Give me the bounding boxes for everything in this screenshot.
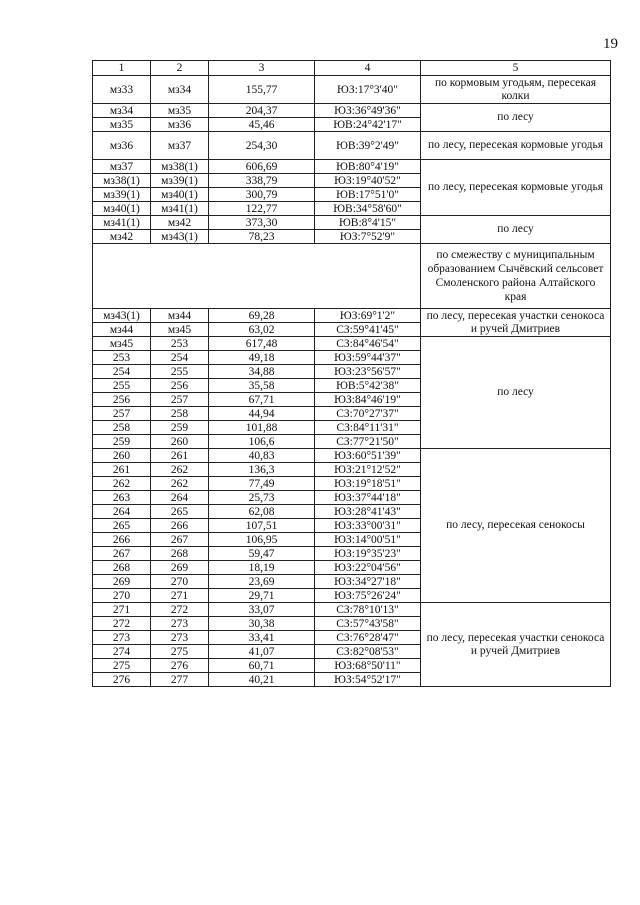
bearing: ЮЗ:7°52'9" [315,230,421,244]
bearing: ЮВ:17°51'0" [315,188,421,202]
point-from: 260 [93,449,151,463]
point-from: мз36 [93,132,151,160]
distance: 78,23 [209,230,315,244]
point-to: 273 [151,617,209,631]
distance: 77,49 [209,477,315,491]
point-to: 253 [151,337,209,351]
table-row [93,76,611,104]
table-row [93,603,611,617]
distance: 33,07 [209,603,315,617]
point-from: 266 [93,533,151,547]
distance: 204,37 [209,104,315,118]
point-to: мз35 [151,104,209,118]
distance: 40,83 [209,449,315,463]
point-from: 261 [93,463,151,477]
point-to: 276 [151,659,209,673]
bearing: СЗ:84°11'31" [315,421,421,435]
distance: 49,18 [209,351,315,365]
distance: 25,73 [209,491,315,505]
point-to: 272 [151,603,209,617]
table-row [93,449,611,463]
boundary-table [92,60,611,687]
column-header: 4 [315,61,421,76]
point-to: мз42 [151,216,209,230]
boundary-description: по лесу [421,337,611,449]
bearing: ЮВ:34°58'60" [315,202,421,216]
point-from: 270 [93,589,151,603]
point-from: мз45 [93,337,151,351]
bearing: ЮЗ:17°3'40" [315,76,421,104]
point-to: 264 [151,491,209,505]
bearing: СЗ:84°46'54" [315,337,421,351]
distance: 155,77 [209,76,315,104]
bearing: ЮЗ:36°49'36" [315,104,421,118]
bearing: СЗ:78°10'13" [315,603,421,617]
distance: 69,28 [209,309,315,323]
bearing: ЮЗ:68°50'11" [315,659,421,673]
distance: 34,88 [209,365,315,379]
point-from: мз37 [93,160,151,174]
distance: 35,58 [209,379,315,393]
point-to: мз45 [151,323,209,337]
distance: 254,30 [209,132,315,160]
distance: 23,69 [209,575,315,589]
boundary-description: по лесу, пересекая сенокосы [421,449,611,603]
point-to: 270 [151,575,209,589]
table-row [93,309,611,323]
bearing: ЮЗ:19°18'51" [315,477,421,491]
point-from: мз44 [93,323,151,337]
point-from: 273 [93,631,151,645]
table-row [93,132,611,160]
point-from: 259 [93,435,151,449]
distance: 617,48 [209,337,315,351]
point-from: мз42 [93,230,151,244]
point-to: 262 [151,477,209,491]
table-header-row [93,61,611,76]
point-from: мз41(1) [93,216,151,230]
distance: 338,79 [209,174,315,188]
distance: 45,46 [209,118,315,132]
boundary-description: по лесу [421,216,611,244]
distance: 67,71 [209,393,315,407]
bearing: ЮВ:8°4'15" [315,216,421,230]
point-to: 277 [151,673,209,687]
point-from: 253 [93,351,151,365]
point-to: 267 [151,533,209,547]
bearing: ЮЗ:28°41'43" [315,505,421,519]
point-to: мз34 [151,76,209,104]
distance: 59,47 [209,547,315,561]
point-from: 255 [93,379,151,393]
distance: 606,69 [209,160,315,174]
column-header: 2 [151,61,209,76]
point-from: 272 [93,617,151,631]
boundary-description: по лесу, пересекая участки сенокоса и ручей Дмитриев [421,603,611,687]
bearing: СЗ:57°43'58" [315,617,421,631]
point-from: мз39(1) [93,188,151,202]
bearing: ЮЗ:59°44'37" [315,351,421,365]
point-from: мз34 [93,104,151,118]
point-to: 258 [151,407,209,421]
point-to: 275 [151,645,209,659]
bearing: ЮЗ:23°56'57" [315,365,421,379]
point-from: 276 [93,673,151,687]
empty-cell [93,244,421,309]
point-from: 263 [93,491,151,505]
point-from: мз33 [93,76,151,104]
point-to: 261 [151,449,209,463]
bearing: ЮВ:39°2'49" [315,132,421,160]
bearing: ЮЗ:60°51'39" [315,449,421,463]
distance: 106,6 [209,435,315,449]
distance: 30,38 [209,617,315,631]
point-from: 268 [93,561,151,575]
point-to: 260 [151,435,209,449]
table-row [93,104,611,118]
distance: 33,41 [209,631,315,645]
point-from: 271 [93,603,151,617]
page-number: 19 [603,36,618,52]
boundary-description: по лесу [421,104,611,132]
point-from: 258 [93,421,151,435]
point-from: мз35 [93,118,151,132]
distance: 62,08 [209,505,315,519]
point-to: 254 [151,351,209,365]
distance: 122,77 [209,202,315,216]
point-to: мз36 [151,118,209,132]
distance: 18,19 [209,561,315,575]
point-from: 269 [93,575,151,589]
bearing: ЮЗ:54°52'17" [315,673,421,687]
point-to: мз39(1) [151,174,209,188]
bearing: ЮЗ:19°35'23" [315,547,421,561]
boundary-description: по кормовым угодьям, пересекая колки [421,76,611,104]
point-to: 266 [151,519,209,533]
distance: 107,51 [209,519,315,533]
bearing: ЮВ:80°4'19" [315,160,421,174]
boundary-description: по лесу, пересекая участки сенокоса и ручей Дмитриев [421,309,611,337]
bearing: ЮЗ:37°44'18" [315,491,421,505]
bearing: ЮЗ:21°12'52" [315,463,421,477]
point-to: мз38(1) [151,160,209,174]
point-from: мз40(1) [93,202,151,216]
bearing: ЮЗ:22°04'56" [315,561,421,575]
point-to: мз41(1) [151,202,209,216]
boundary-description: по лесу, пересекая кормовые угодья [421,160,611,216]
point-to: 257 [151,393,209,407]
bearing: ЮВ:5°42'38" [315,379,421,393]
bearing: ЮЗ:75°26'24" [315,589,421,603]
bearing: СЗ:59°41'45" [315,323,421,337]
point-to: 255 [151,365,209,379]
point-from: 267 [93,547,151,561]
bearing: ЮЗ:14°00'51" [315,533,421,547]
point-from: 256 [93,393,151,407]
bearing: ЮЗ:69°1'2" [315,309,421,323]
boundary-description: по лесу, пересекая кормовые угодья [421,132,611,160]
point-to: 265 [151,505,209,519]
point-to: 256 [151,379,209,393]
column-header: 1 [93,61,151,76]
point-to: 273 [151,631,209,645]
point-to: мз37 [151,132,209,160]
point-to: 259 [151,421,209,435]
bearing: СЗ:76°28'47" [315,631,421,645]
bearing: ЮЗ:84°46'19" [315,393,421,407]
table-row [93,216,611,230]
point-from: 264 [93,505,151,519]
distance: 41,07 [209,645,315,659]
bearing: ЮЗ:34°27'18" [315,575,421,589]
bearing: ЮЗ:33°00'31" [315,519,421,533]
distance: 101,88 [209,421,315,435]
point-from: 254 [93,365,151,379]
point-from: 275 [93,659,151,673]
table-row [93,160,611,174]
distance: 300,79 [209,188,315,202]
bearing: СЗ:82°08'53" [315,645,421,659]
point-from: 257 [93,407,151,421]
column-header: 3 [209,61,315,76]
point-to: мз43(1) [151,230,209,244]
distance: 63,02 [209,323,315,337]
table-row [93,244,611,309]
point-from: мз38(1) [93,174,151,188]
point-from: 262 [93,477,151,491]
table-row [93,337,611,351]
point-to: 269 [151,561,209,575]
distance: 373,30 [209,216,315,230]
bearing: СЗ:70°27'37" [315,407,421,421]
bearing: ЮВ:24°42'17" [315,118,421,132]
distance: 106,95 [209,533,315,547]
point-from: 274 [93,645,151,659]
boundary-description: по смежеству с муниципальным образованием Сычёвский сельсовет Смоленского района Алтайского края [421,244,611,309]
bearing: ЮЗ:19°40'52" [315,174,421,188]
point-to: мз44 [151,309,209,323]
column-header: 5 [421,61,611,76]
distance: 44,94 [209,407,315,421]
bearing: СЗ:77°21'50" [315,435,421,449]
distance: 60,71 [209,659,315,673]
point-to: 271 [151,589,209,603]
point-from: мз43(1) [93,309,151,323]
point-to: 268 [151,547,209,561]
distance: 40,21 [209,673,315,687]
distance: 136,3 [209,463,315,477]
point-from: 265 [93,519,151,533]
distance: 29,71 [209,589,315,603]
point-to: мз40(1) [151,188,209,202]
point-to: 262 [151,463,209,477]
